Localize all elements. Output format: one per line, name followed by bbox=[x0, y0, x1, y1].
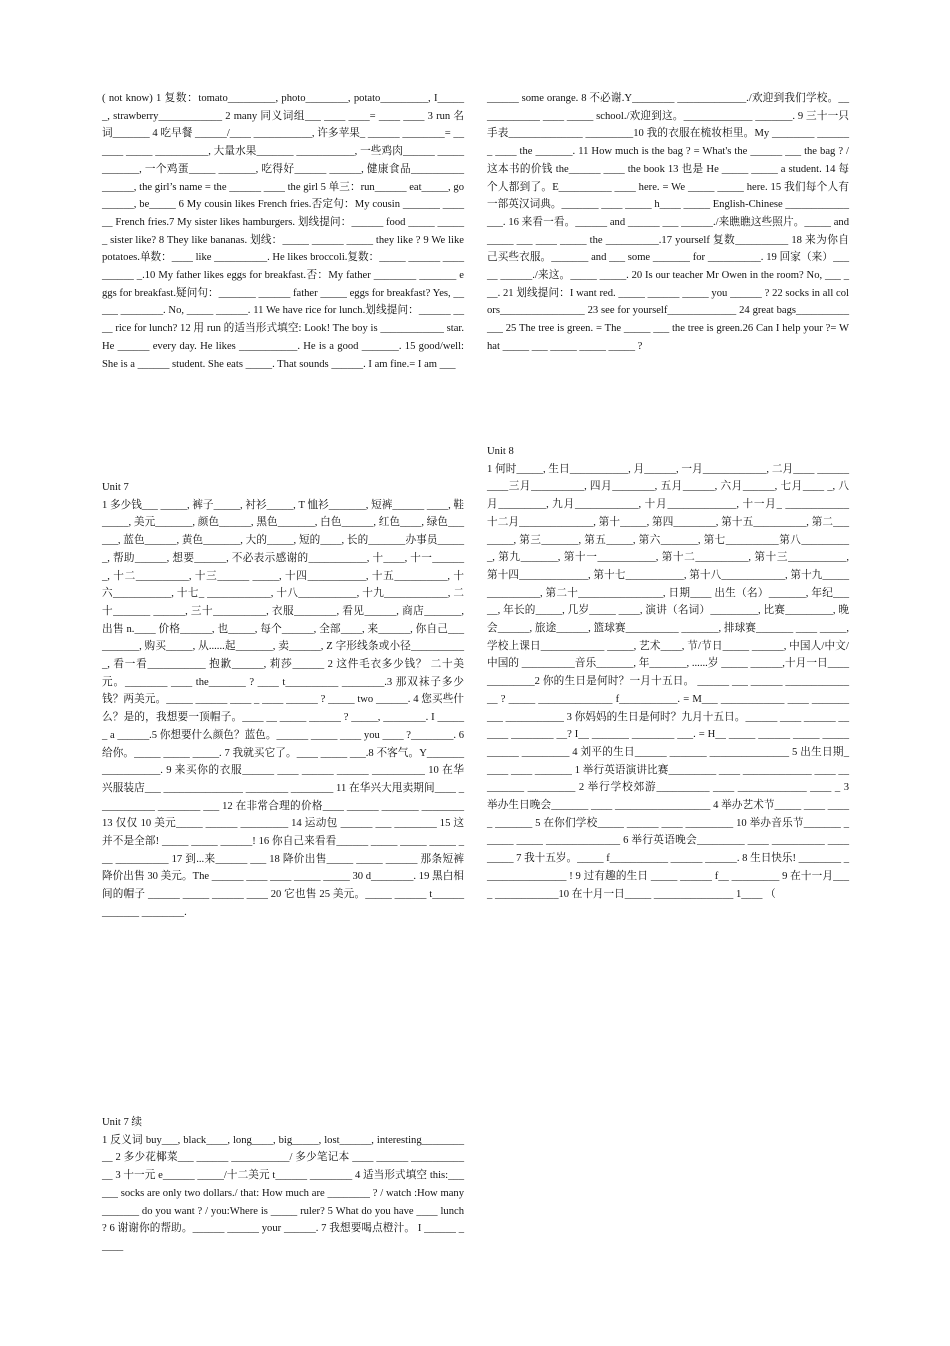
unit7-heading: Unit 7 bbox=[102, 482, 129, 493]
right-intro-block bbox=[487, 90, 849, 356]
unit8-heading: Unit 8 bbox=[487, 446, 514, 457]
unit7b-text: 1 反义词 buy___, black____, long____, big_____, lost______, interesting__________ 2 多少花椰菜___ ______ ___________/ 多少笔记本 ____ ______ ____________ 3 十一元 e______ _____/十二美元 t______ ________ 4 适当形式填空 this:______ socks are only two dollars./ that: How much are ________ ? / watch :How many _______ do you want ? / you:Where is _____ ruler? 5 What do you have ____ lunch ? 6 谢谢你的帮助。______ ______ your ______. 7 我想要喝点橙汁。 I ______ _____ bbox=[102, 1134, 464, 1252]
left-intro-text: ( not know) 1 复数：tomato_________, photo________, potato_________, I______, strawberry____________ 2 many 同义词组___ ____ ____= ____ ____ 3 run 名词_______ 4 吃早餐 ______/____ ___________, 许多苹果_ ______ ________= ______ _____ __________, 大量水果_______ ___________, 一些鸡肉______ ____________, 一个鸡蛋_____ _______, 吃得好______ ______, 健康食品__________ ______, the girl’s name = the ______ ____ the girl 5 单三：run______ eat_____, go______, be_____ 6 My cousin likes French fries.否定句：My cousin _______ ______ French fries.7 My sister likes hamburgers. 划线提问：______ food _____ ______ sister like? 8 They like bananas. 划线：_____ ______ _____ they like ? 9 We like potatoes.单数：____ like __________. He likes broccoli.复数：_____ ______ __________ _.10 My father likes eggs for breakfast.否：My father ________ _______ eggs for breakfast.疑问句：_______ ______ father _____ eggs for breakfast? Yes, _____ ________. No, _____ ______. 11 We have rice for lunch.划线提问：______ ____ rice for lunch? 12 用 run 的适当形式填空: Look! The boy is ____________ star. He ______ every day. He likes ___________. He is a good _______. 15 good/well: She is a ______ student. She eats _____. That sounds ______. I am fine.= I am ___ bbox=[102, 93, 464, 370]
left-intro-block bbox=[102, 90, 464, 373]
unit7b-heading: Unit 7 续 bbox=[102, 1117, 143, 1128]
right-intro-text: ______ some orange. 8 不必谢.Y________ _____________./欢迎到我们学校。____________ ____ _____ school./欢迎到这。_____________ _______. 9 三十一只手表______________ _________10 我的衣服在梳妆柜里。My ________ _______ ____ the _______. 11 How much is the bag ? = What's the ______ ___ the bag ? / 这本书的价钱 the______ ____ the book 13 也是 He _____ _____ a student. 14 每个人都到了。E__________ ____ here. = We _____ _____ here. 15 我们每个人有一部英汉词典。_______ ____ _____ h____ _____ English-Chinese _______________. 16 来看一看。______ and ______ ___ ______./来瞧瞧这些照片。_____ and _____ ___ ____ _____ the __________.17 yourself 复数__________ 18 来为你自己买些衣服。_______ and ___ some _______ for __________. 19 回家（来）_____ ______./来这。_____ _____. 20 Is our teacher Mr Owen in the room? No, ___ ___. 21 划线提问：I want red. _____ ______ _____ you ______ ? 22 socks in all colors________________ 23 see for yourself_____________ 24 great bags_____________ 25 The tree is green. = The _____ ___ the tree is green.26 Can I help your ?= What _____ ___ _____ _____ _____ ? bbox=[487, 93, 849, 352]
unit8-text: 1 何时_____, 生日___________, 月______, 一月____________, 二月____ __________三月__________, 四月________, 五月______, 六月______, 七月____ _, 八月_________, 九月____________, 十月_____________, 十一月_ ____________十二月______________, 第十_____, 第四________, 第十五__________, 第二________, 第三_______, 第五_____, 第六_______, 第七__________第八__________, 第九_______, 第十一___________, 第十二__________, 第十三___________, 第十四_____________, 第十七___________, 第十八____________, 第十九_______________, 第二十________________, 日期____ 出生（名）_______, 年纪_____, 年长的_____, 几岁_____ ____, 演讲（名词）_________, 比赛_________, 晚会______, 旅途______, 篮球赛__________ _______, 排球赛_______ ____ _____, 学校上课日____________ _____, 艺术____, 节/节日_____ ______, 中国人/中文/中国的 __________音乐_______, 年_______, ......岁 _____ ______,十月一日_____________2 你的生日是何时？一月十五日。 ______ ___ ______ ______________ ? _____ ______________ f___________. = M___ ____________ ____ __________ ___________ 3 你妈妈的生日是何时？九月十五日。______ ____ ______ ______ ________ __? I__ _______ ________ ___. = H__ _____ ______ _____ ___________ _________ 4 刘平的生日______ _______ _______________ 5 出生日期_____ ____ _______ 1 举行英语演讲比赛_________ ____ _____________ ____ _________ _________ 2 举行学校郊游__________ ____ _____________ ____ _ 3 举办生日晚会_______ ____ __________________ 4 举办艺术节_____ ____ _____ _______ 5 在你们学校_____ ______ ____ _________ 10 举办音乐节_______ ______ _____ ______________ 6 举行英语晚会_________ ____ __________ _________ 7 我十五岁。_____ f___________ ______ ______. 8 生日快乐! ________ ________________ ! 9 过有趣的生日 _____ ______ f__ _________ 9 在十一月____ ____________10 在十月一日_____ _______________ 1____ （ bbox=[487, 463, 849, 900]
unit7-text: 1 多少钱___ _____, 裤子_____, 衬衫_____, T 恤衫_______, 短裤______ ____, 鞋_____, 美元_______, 颜色______, 黑色_______, 白色______, 红色____, 绿色______, 蓝色______, 黄色_______, 大的_____, 短的____, 长的_______办事员______, 帮助______, 想要______, 不必表示感谢的___________, 十____, 十一_______, 十二__________, 十三______ _____, 十四___________, 十五__________, 十六___________, 十七_ ____________, 十八___________, 十九____________, 二十_______ ______, 三十__________, 衣服________, 看见______, 商店_______, 出售 n.____ 价格______, 也_____, 每个______, 全部____, 来______, 你自己__________, 购买_____, 从......起_______, 卖______, Z 字形线条或小径___________, 看一看___________ 抱歉______, 莉莎______ 2 这件毛衣多少钱？ 二十美元。________ ____ the_______ ? ____ t__________ ________.3 那双袜子多少钱？两美元。_____ ______ ____ _ ____ ______ ? _____ two ______. 4 您买些什么？是的，我想要一顶帽子。____ __ _____ ______ ? _____, ________. I ______ a ______.5 你想要什么颜色？蓝色。______ _____ ____ you ____ ?________. 6 给你。_____ _____ _____. 7 我就买它了。____ _____ ___.8 不客气。Y__________________. 9 来买你的衣服______ ____ ______ ______ __________ 10 在华兴服装店___ _______________ ________ ________ 11 在华兴大甩卖期间____ ___________ ________ ___ 12 在非常合理的价格____ ______ _______ ________ 13 仅仅 10 美元_____ ______ _________ 14 运动包 ______ ___ ________ 15 这并不是全部! _____ _____ ______! 16 你自己来看看______ _____ _____ _____ ___ __________ 17 到...来______ ___ 18 降价出售_____ _____ ______ 那条短裤降价出售 30 美元。The ______ ____ ____ _____ _____ 30 d________. 19 黑白相间的帽子 ______ _____ ______ ____ 20 它也售 25 美元。_____ ______ t_____________ ________. bbox=[102, 499, 464, 918]
unit7-block bbox=[102, 479, 464, 922]
unit8-block bbox=[487, 443, 849, 903]
left-column bbox=[102, 0, 464, 1346]
unit7b-block bbox=[102, 1114, 464, 1256]
right-column bbox=[487, 0, 849, 1346]
